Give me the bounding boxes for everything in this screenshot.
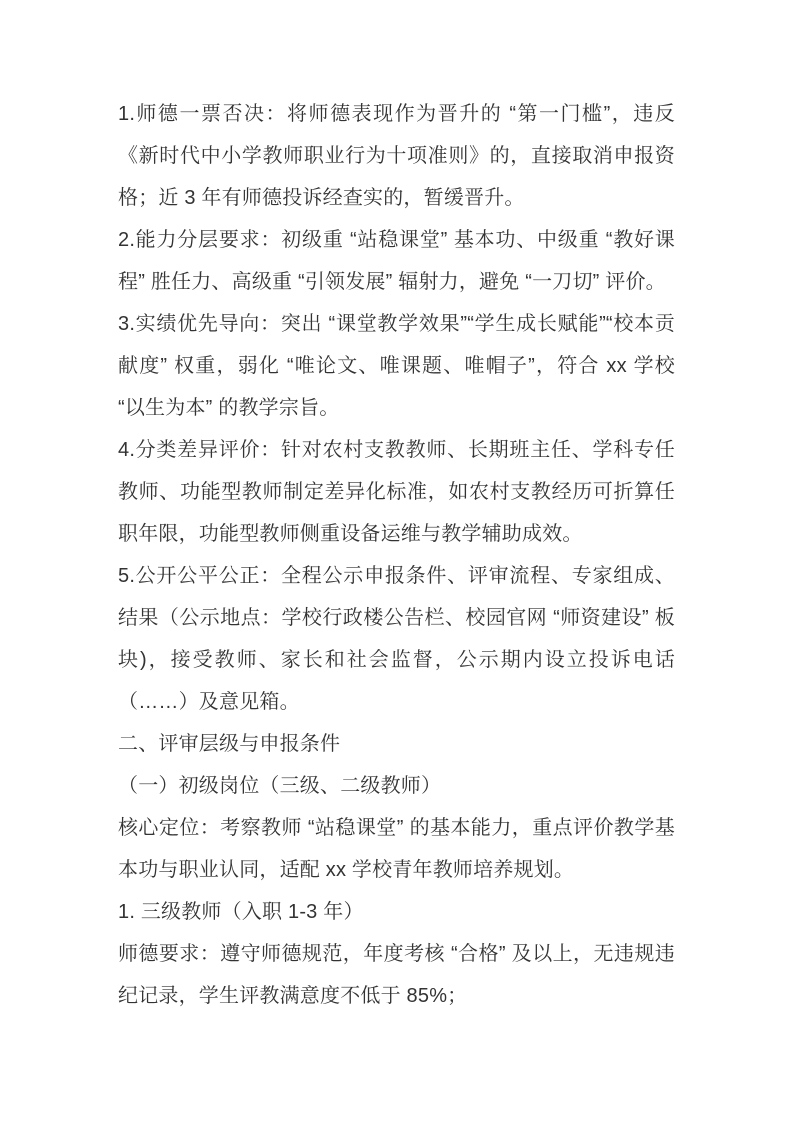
numbered-point-3-performance-priority: 3.实绩优先导向：突出 “课堂教学效果”“学生成长赋能”“校本贡献度” 权重，弱化 “唯论文、唯课题、唯帽子”，符合 xx 学校 “以生为本” 的教学宗旨。	[118, 313, 675, 419]
document-body	[118, 93, 675, 1017]
body-shide-requirements: 师德要求：遵守师德规范，年度考核 “合格” 及以上，无违规违纪记录，学生评教满意度不低于 85%；	[118, 943, 675, 1007]
section-heading-review-levels: 二、评审层级与申报条件	[118, 733, 341, 755]
numbered-point-4-differentiated-evaluation: 4.分类差异评价：针对农村支教教师、长期班主任、学科专任教师、功能型教师制定差异化标准，如农村支教经历可折算任职年限，功能型教师侧重设备运维与教学辅助成效。	[118, 439, 675, 545]
subsection-heading-level3-teacher: 1. 三级教师（入职 1-3 年）	[118, 901, 364, 923]
body-core-positioning: 核心定位：考察教师 “站稳课堂” 的基本能力，重点评价教学基本功与职业认同，适配 xx 学校青年教师培养规划。	[118, 817, 675, 881]
subsection-heading-junior-positions: （一）初级岗位（三级、二级教师）	[118, 775, 442, 797]
numbered-point-1-shide-veto: 1.师德一票否决：将师德表现作为晋升的 “第一门槛”，违反《新时代中小学教师职业行为十项准则》的，直接取消申报资格；近 3 年有师德投诉经查实的，暂缓晋升。	[118, 103, 675, 209]
numbered-point-2-ability-tiers: 2.能力分层要求：初级重 “站稳课堂” 基本功、中级重 “教好课程” 胜任力、高级重 “引领发展” 辐射力，避免 “一刀切” 评价。	[118, 229, 675, 293]
numbered-point-5-openness-fairness: 5.公开公平公正：全程公示申报条件、评审流程、专家组成、结果（公示地点：学校行政楼公告栏、校园官网 “师资建设” 板块)，接受教师、家长和社会监督，公示期内设立投诉电话（……）及意见箱。	[118, 565, 675, 713]
